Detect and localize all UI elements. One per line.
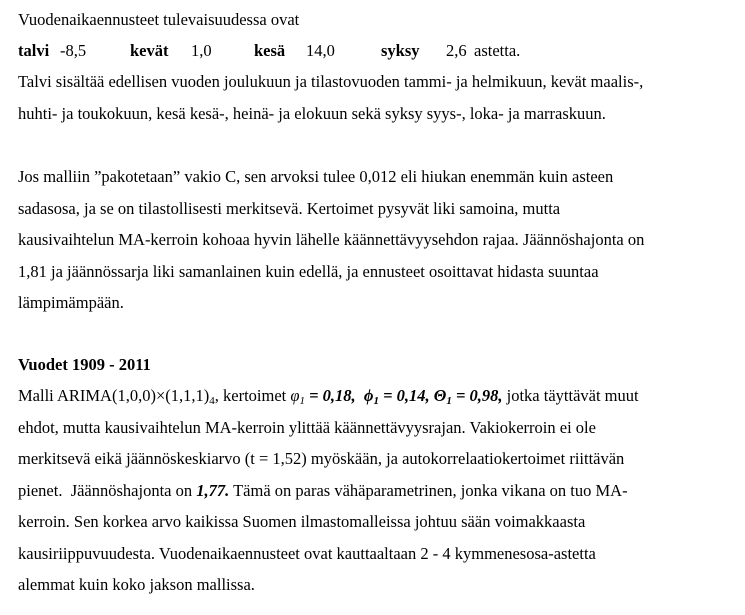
phi-subscript: 1 [299,395,305,407]
unit-label: astetta. [474,41,521,60]
section-heading: Vuodet 1909 - 2011 [18,355,151,374]
residual-value: 1,77. [196,481,230,500]
paragraph-line: Jos malliin ”pakotetaan” vakio C, sen arvoksi tulee 0,012 eli hiukan enemmän kuin asteen [18,167,614,186]
residual-after: Tämä on paras vähäparametrinen, jonka vikana on tuo MA- [229,481,628,500]
coef-text: , kertoimet [214,386,291,405]
paragraph-line: Talvi sisältää edellisen vuoden joulukuun ja tilastovuoden tammi- ja helmikuun, kevät maalis-, [18,72,644,91]
paragraph-line: huhti- ja toukokuun, kesä kesä-, heinä- ja elokuun sekä syksy syys-, loka- ja marraskuun. [18,104,606,123]
paragraph-line: kausivaihtelun MA-kerroin kohoaa hyvin lähelle käännettävyysehdon rajaa. Jäännöshajonta on [18,230,645,249]
paragraph-line: merkitsevä eikä jäännöskeskiarvo (t = 1,52) myöskään, ja autokorrelaatiokertoimet riittävän [18,449,625,468]
residual-line [18,481,628,501]
season-label-winter: talvi [18,41,50,60]
seasonal-phi-symbol: ϕ [363,386,374,405]
paragraph-line: 1,81 ja jäännössarja liki samanlainen kuin edellä, ja ennusteet osoittavat hidasta suuntaa [18,262,599,281]
intro-line: Vuodenaikaennusteet tulevaisuudessa ovat [18,10,300,29]
phi-value: = 0,18, [305,386,356,405]
season-label-autumn: syksy [381,41,420,60]
model-prefix: Malli ARIMA(1,0,0)×(1,1,1) [18,386,210,405]
season-value-winter: -8,5 [60,41,87,60]
season-label-spring: kevät [130,41,169,60]
season-label-summer: kesä [254,41,286,60]
phi-symbol: φ [290,386,300,405]
theta-value: = 0,98, [451,386,503,405]
season-value-summer: 14,0 [306,41,335,60]
season-value-autumn: 2,6 [446,41,467,60]
paragraph-line: kausiriippuvuudesta. Vuodenaikaennusteet ovat kauttaaltaan 2 - 4 kymmenesosa-astetta [18,544,596,563]
seasonal-phi-value: = 0,14, [378,386,434,405]
paragraph-line: kerroin. Sen korkea arvo kaikissa Suomen ilmastomalleissa johtuu sään voimakkaasta [18,512,586,531]
model-suffix: jotka täyttävät muut [502,386,639,405]
paragraph-line: sadasosa, ja se on tilastollisesti merkitsevä. Kertoimet pysyvät liki samoina, mutta [18,199,561,218]
seasonal-phi-subscript: 1 [373,395,379,407]
theta-subscript: 1 [446,395,452,407]
paragraph-line: lämpimämpään. [18,293,124,312]
season-forecast-row [18,41,718,61]
model-line [18,386,639,411]
season-value-spring: 1,0 [191,41,212,60]
seasonal-period-subscript: 4 [209,395,215,407]
residual-before: pienet. Jäännöshajonta on [18,481,197,500]
paragraph-line: ehdot, mutta kausivaihtelun MA-kerroin ylittää käännettävyysrajan. Vakiokerroin ei ole [18,418,596,437]
paragraph-line: alemmat kuin koko jakson mallissa. [18,575,255,594]
theta-symbol: Θ [433,386,447,405]
